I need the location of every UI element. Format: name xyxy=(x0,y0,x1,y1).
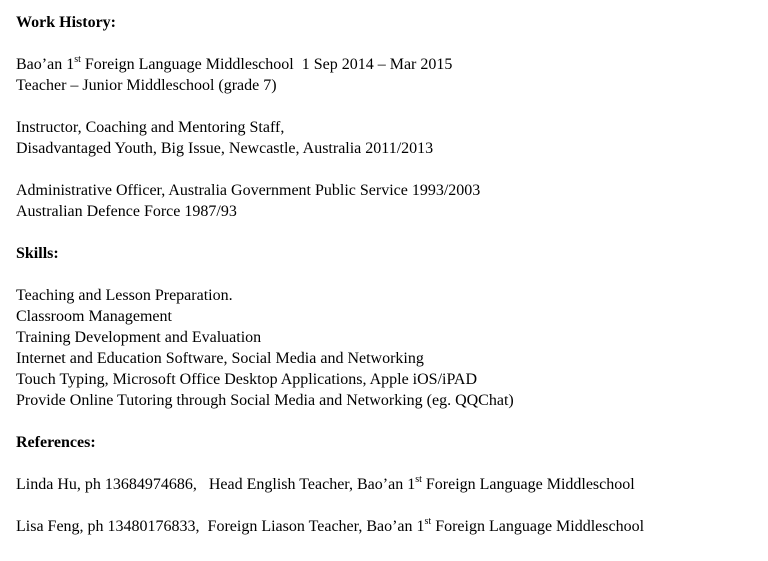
ordinal-suffix: st xyxy=(74,53,81,65)
skill-item: Touch Typing, Microsoft Office Desktop Applications, Apple iOS/iPAD xyxy=(16,371,477,388)
ordinal-suffix: st xyxy=(415,473,422,485)
references-heading: References: xyxy=(16,434,96,451)
resume-document xyxy=(16,12,756,537)
job-title-line: Teacher – Junior Middleschool (grade 7) xyxy=(16,77,277,94)
job-entry-line: Australian Defence Force 1987/93 xyxy=(16,203,237,220)
ordinal-suffix: st xyxy=(424,515,432,527)
job-dates-text: Foreign Language Middleschool 1 Sep 2014 – Mar 2015 xyxy=(80,56,453,73)
skill-item: Teaching and Lesson Preparation. xyxy=(16,287,233,304)
skill-item: Provide Online Tutoring through Social Media and Networking (eg. QQChat) xyxy=(16,392,514,409)
reference-item xyxy=(16,474,756,495)
reference-item xyxy=(16,516,756,537)
job-entry-line: Instructor, Coaching and Mentoring Staff, xyxy=(16,119,285,136)
reference-text: Lisa Feng, ph 13480176833, Foreign Liason Teacher, Bao’an 1 xyxy=(16,518,425,535)
skill-item: Training Development and Evaluation xyxy=(16,329,262,346)
work-history-heading: Work History: xyxy=(16,14,116,31)
job-entry-line: Disadvantaged Youth, Big Issue, Newcastle, Australia 2011/2013 xyxy=(16,140,434,157)
job-entry-line: Administrative Officer, Australia Government Public Service 1993/2003 xyxy=(16,182,481,199)
skills-heading: Skills: xyxy=(16,245,59,262)
skill-item: Classroom Management xyxy=(16,308,172,325)
job-employer-text: Bao’an 1 xyxy=(16,56,75,73)
skill-item: Internet and Education Software, Social Media and Networking xyxy=(16,350,424,367)
reference-text: Linda Hu, ph 13684974686, Head English Teacher, Bao’an 1 xyxy=(16,476,416,493)
reference-school-text: Foreign Language Middleschool xyxy=(421,476,635,493)
reference-school-text: Foreign Language Middleschool xyxy=(431,518,645,535)
job-entry-line xyxy=(16,54,756,75)
